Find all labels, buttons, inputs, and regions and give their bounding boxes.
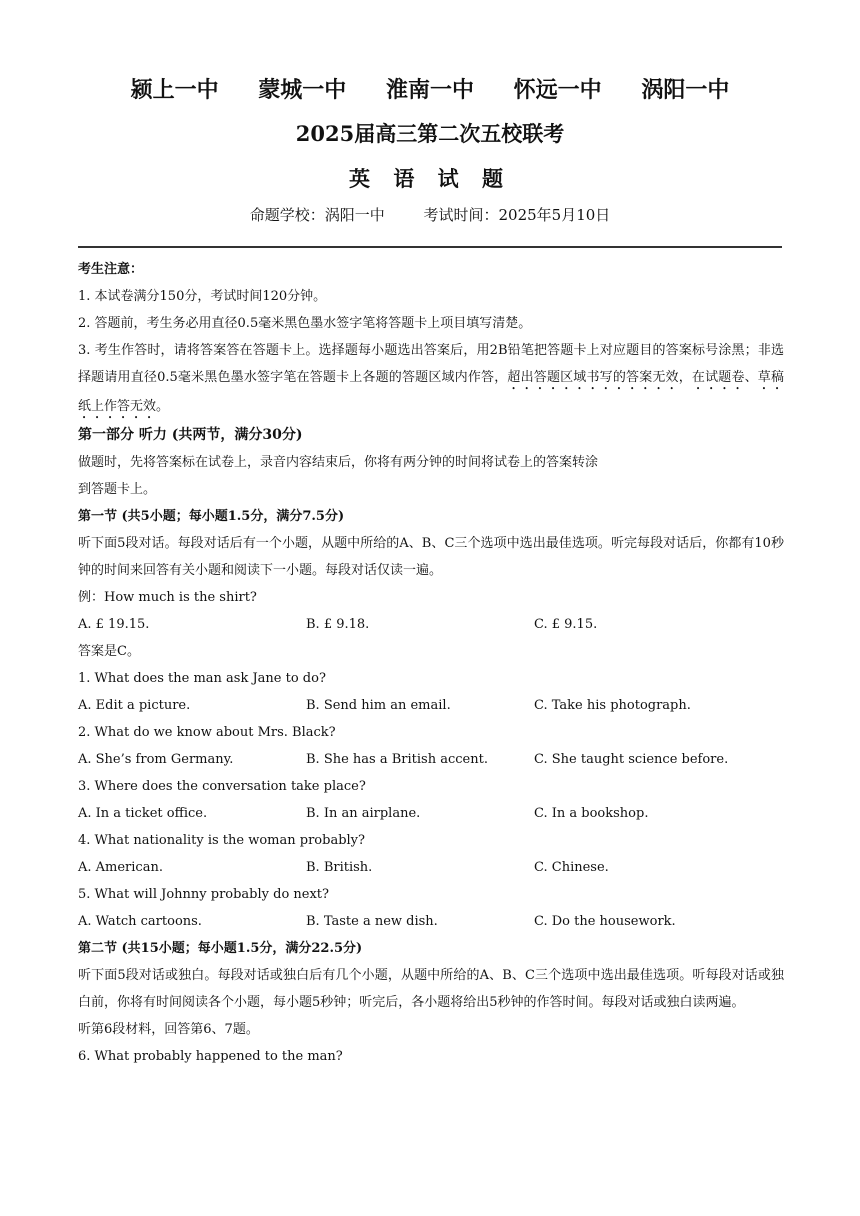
setter-school: 命题学校：涡阳一中 (249, 206, 385, 224)
question-options (78, 746, 784, 773)
question-options (78, 908, 784, 935)
part1-intro: 到答题卡上。 (78, 482, 157, 497)
section2-title: 第二节 (共15小题；每小题1.5分，满分22.5分) (78, 941, 363, 956)
school-name: 怀远一中 (513, 77, 602, 103)
exam-date: 考试时间：2025年5月10日 (423, 206, 611, 224)
section1-title: 第一节 (共5小题；每小题1.5分，满分7.5分) (78, 509, 345, 524)
notice-item (78, 337, 784, 422)
question: 1. What does the man ask Jane to do? (78, 671, 326, 686)
example-answer: 答案是C。 (78, 644, 140, 659)
notice-item: 1. 本试卷满分150分，考试时间120分钟。 (78, 289, 327, 304)
option-c: C. Take his photograph. (534, 698, 691, 713)
exam-meta (0, 204, 860, 225)
question: 6. What probably happened to the man? (78, 1049, 343, 1064)
option-c: C. Do the housework. (534, 914, 676, 929)
notice-item: 2. 答题前，考生务必用直径0.5毫米黑色墨水签字笔将答题卡上项目填写清楚。 (78, 316, 532, 331)
option-a: A. Watch cartoons. (78, 914, 202, 929)
school-name: 蒙城一中 (258, 77, 347, 103)
option-b: B. British. (306, 860, 373, 875)
notice-item-text: 3. 考生作答时，请将答案答在答题卡上。选择题每小题选出答案后，用2B铅笔把答题卡上对应题目的答案标号涂黑；非选择题请用直径0.5毫米黑色墨水签字笔在答题卡上各题的答题区域内作答， (78, 343, 784, 385)
option-c: C. Chinese. (534, 860, 609, 875)
option-c: C. In a bookshop. (534, 806, 649, 821)
question: 2. What do we know about Mrs. Black? (78, 725, 336, 740)
option-a: A. Edit a picture. (78, 698, 191, 713)
option-a: A. She’s from Germany. (78, 752, 234, 767)
option-c: C. £ 9.15. (534, 617, 598, 632)
question-options (78, 800, 784, 827)
option-b: B. Taste a new dish. (306, 914, 438, 929)
question: 4. What nationality is the woman probably? (78, 833, 365, 848)
option-a: A. In a ticket office. (78, 806, 208, 821)
option-b: B. She has a British accent. (306, 752, 488, 767)
school-name: 涡阳一中 (641, 77, 730, 103)
option-a: A. American. (78, 860, 163, 875)
question-options (78, 692, 784, 719)
option-b: B. In an airplane. (306, 806, 421, 821)
question: 3. Where does the conversation take place? (78, 779, 366, 794)
question: 5. What will Johnny probably do next? (78, 887, 330, 902)
example-question: 例：How much is the shirt? (78, 590, 257, 605)
school-name: 颍上一中 (130, 77, 219, 103)
exam-title: 2025届高三第二次五校联考 (295, 121, 565, 146)
part1-title: 第一部分 听力 (共两节，满分30分) (78, 427, 303, 443)
part1-intro: 做题时，先将答案标在试卷上，录音内容结束后，你将有两分钟的时间将试卷上的答案转涂 (78, 455, 599, 470)
section2-instructions: 听下面5段对话或独白。每段对话或独白后有几个小题，从题中所给的A、B、C三个选项中选出最佳选项。听每段对话或独白前，你将有时间阅读各个小题，每小题5秒钟；听完后，各小题将给出5秒钟的作答时间。每段对话或独白读两遍。 (78, 968, 784, 1010)
subject-title: 英 语 试 题 (349, 166, 511, 191)
notice-emphasis: 超出答题区域书写的答案无效，在试题卷、草稿纸上作答无效。 (78, 370, 784, 414)
material-prompt: 听第6段材料，回答第6、7题。 (78, 1022, 259, 1037)
option-a: A. £ 19.15. (78, 617, 150, 632)
option-b: B. £ 9.18. (306, 617, 370, 632)
option-b: B. Send him an email. (306, 698, 451, 713)
header-divider (78, 246, 782, 248)
option-c: C. She taught science before. (534, 752, 729, 767)
school-name: 淮南一中 (385, 77, 474, 103)
question-options (78, 854, 784, 881)
school-list (0, 73, 860, 104)
example-options (78, 611, 784, 638)
exam-body (78, 256, 784, 1070)
notice-title: 考生注意： (78, 262, 144, 277)
section1-instructions: 听下面5段对话。每段对话后有一个小题，从题中所给的A、B、C三个选项中选出最佳选项。听完每段对话后，你都有10秒钟的时间来回答有关小题和阅读下一小题。每段对话仅读一遍。 (78, 536, 784, 578)
